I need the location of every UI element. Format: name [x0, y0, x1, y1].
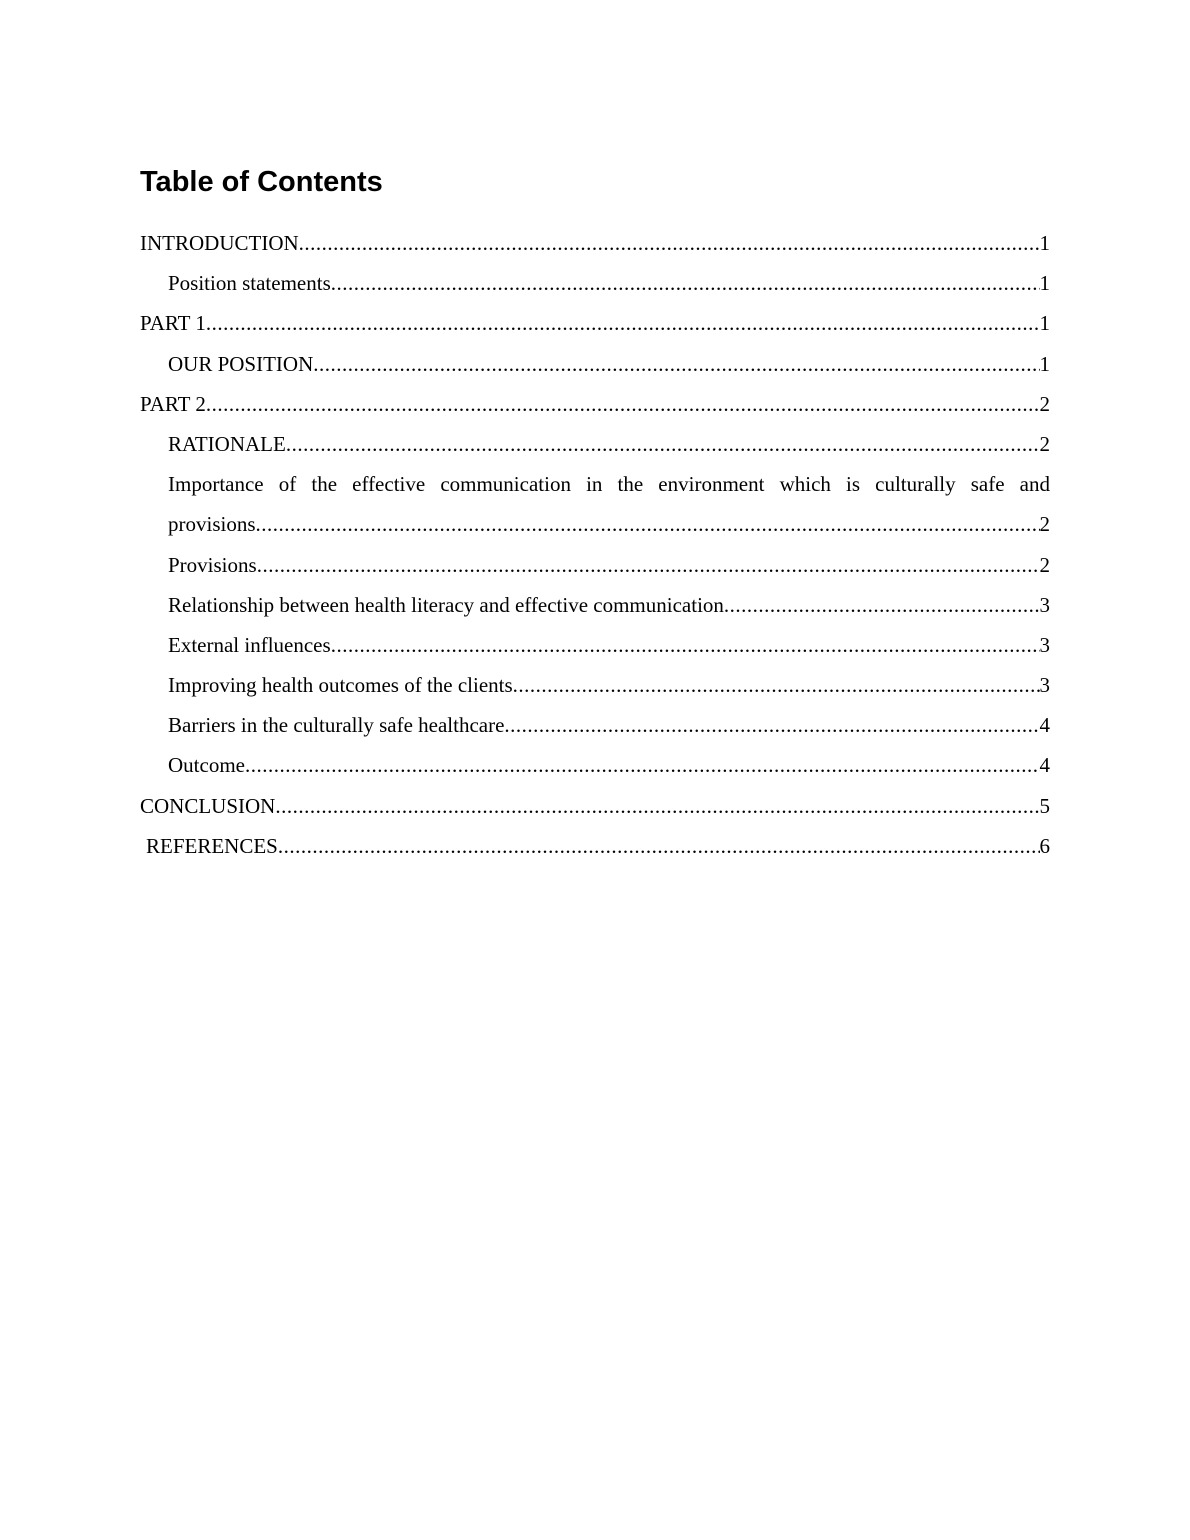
toc-entry-line2 [168, 507, 1050, 547]
toc-entry-position-statements[interactable] [140, 266, 1050, 306]
toc-dot-leader [313, 347, 1039, 381]
toc-entry-references[interactable] [140, 829, 1050, 869]
toc-entry-rationale[interactable] [140, 427, 1050, 467]
toc-entry-barriers[interactable] [140, 708, 1050, 748]
table-of-contents [140, 226, 1050, 869]
toc-page-number: 5 [1039, 793, 1050, 818]
toc-page-number: 1 [1039, 231, 1050, 255]
toc-entry-label: External influences [168, 632, 331, 657]
toc-entry-outcome[interactable] [140, 748, 1050, 788]
toc-dot-leader [331, 266, 1040, 300]
toc-entry-label: OUR POSITION [168, 351, 314, 376]
toc-page-number: 3 [1039, 673, 1050, 698]
toc-entry-label: Outcome [168, 753, 245, 778]
page-title: Table of Contents [140, 166, 383, 198]
toc-entry-label: Provisions [168, 552, 257, 577]
toc-entry-introduction[interactable] [140, 226, 1050, 266]
toc-entry-provisions[interactable] [140, 548, 1050, 588]
toc-page-number: 6 [1039, 833, 1050, 858]
toc-entry-part-2[interactable] [140, 387, 1050, 427]
toc-page-number: 2 [1039, 431, 1050, 456]
toc-dot-leader [286, 427, 1040, 461]
toc-entry-label: REFERENCES [146, 833, 278, 858]
toc-entry-label: PART 2 [140, 391, 206, 416]
toc-page-number: 3 [1039, 632, 1050, 657]
toc-page-number: 2 [1039, 512, 1050, 537]
toc-dot-leader [724, 588, 1040, 622]
toc-entry-health-literacy[interactable] [140, 588, 1050, 628]
toc-dot-leader [299, 226, 1040, 260]
toc-entry-conclusion[interactable] [140, 789, 1050, 829]
toc-page-number: 2 [1039, 391, 1050, 416]
toc-dot-leader [245, 748, 1040, 782]
toc-entry-label: Position statements [168, 271, 331, 296]
toc-entry-label: Improving health outcomes of the clients [168, 673, 513, 698]
toc-page-number: 1 [1039, 351, 1050, 376]
toc-page-number: 3 [1039, 592, 1050, 617]
toc-dot-leader [206, 387, 1040, 421]
toc-page-number: 4 [1039, 753, 1050, 778]
toc-dot-leader [278, 829, 1040, 863]
toc-dot-leader [275, 789, 1039, 823]
toc-entry-label: RATIONALE [168, 431, 286, 456]
toc-entry-label: Relationship between health literacy and effective communication [168, 592, 724, 617]
toc-entry-external-influences[interactable] [140, 628, 1050, 668]
toc-dot-leader [331, 628, 1040, 662]
toc-page-number: 2 [1039, 552, 1050, 577]
toc-page-number: 1 [1039, 311, 1050, 336]
toc-dot-leader [206, 306, 1040, 340]
toc-dot-leader [504, 708, 1039, 742]
toc-dot-leader [513, 668, 1040, 702]
toc-entry-label-line1: Importance of the effective communication in the environment which is culturally safe and [168, 472, 1050, 497]
toc-entry-label-line2: provisions [168, 512, 256, 537]
toc-page-number: 1 [1039, 271, 1050, 296]
toc-dot-leader [257, 548, 1040, 582]
toc-entry-part-1[interactable] [140, 306, 1050, 346]
toc-entry-improving-outcomes[interactable] [140, 668, 1050, 708]
toc-entry-label: PART 1 [140, 311, 206, 336]
toc-entry-label: Barriers in the culturally safe healthcare [168, 713, 505, 738]
toc-dot-leader [256, 507, 1040, 541]
toc-entry-our-position[interactable] [140, 347, 1050, 387]
toc-entry-label: CONCLUSION [140, 793, 276, 818]
toc-page-number: 4 [1039, 713, 1050, 738]
toc-entry-importance-of-communication[interactable] [140, 467, 1050, 547]
toc-entry-label: INTRODUCTION [140, 231, 299, 255]
